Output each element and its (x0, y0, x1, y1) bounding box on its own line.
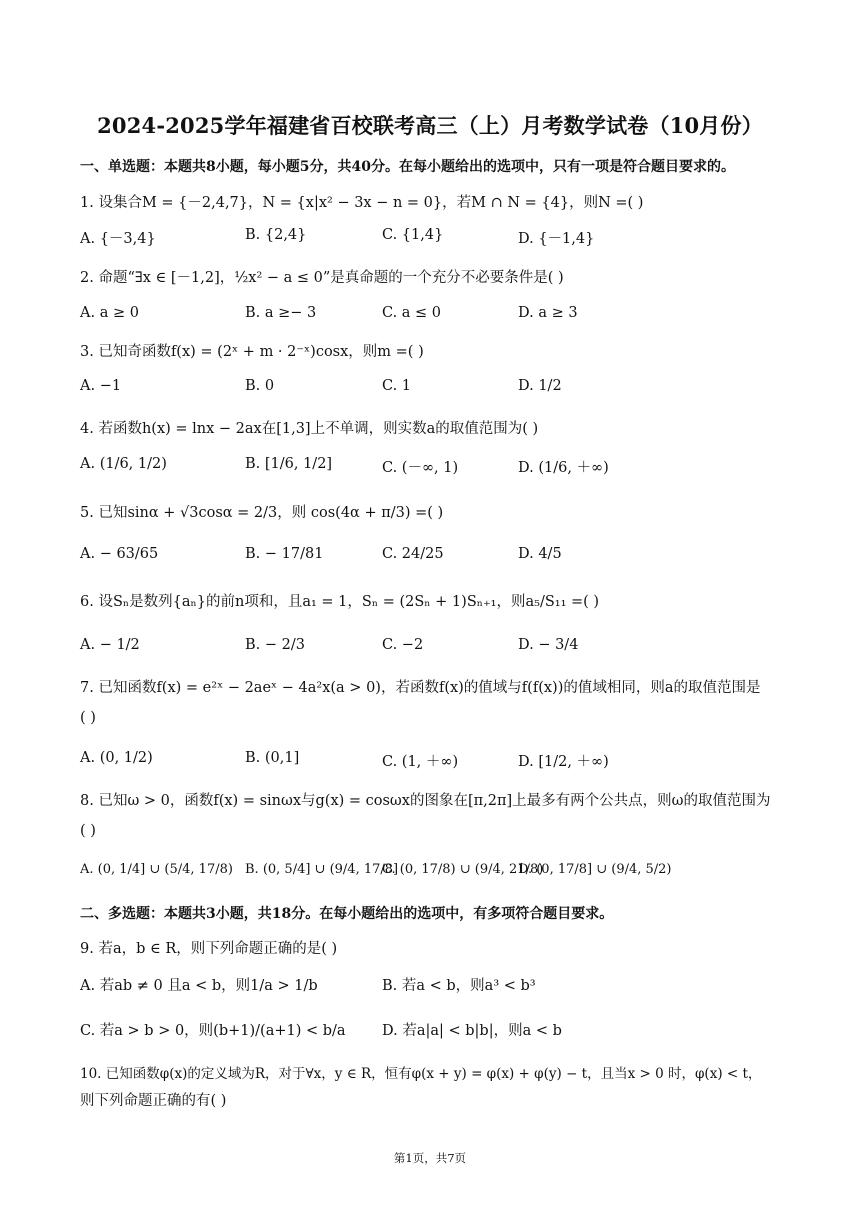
question-7: 7. 已知函数f(x) = e²ˣ − 2aeˣ − 4a²x(a > 0)，若函数f(x)的值域与f(f(x))的值域相同，则a的取值范围是 (80, 680, 761, 696)
page-title: 2024-2025学年福建省百校联考高三（上）月考数学试卷（10月份） (97, 113, 763, 138)
question-2-option-a: A. a ≥ 0 (80, 305, 139, 321)
question-7-option-b: B. (0,1] (245, 750, 300, 766)
section-heading-multiple-choice: 二、多选题：本题共3小题，共18分。在每小题给出的选项中，有多项符合题目要求。 (80, 906, 614, 922)
question-7-option-d: D. [1/2, ＋∞) (518, 754, 609, 770)
question-6-option-d: D. − 3/4 (518, 637, 579, 653)
question-6: 6. 设Sₙ是数列{aₙ}的前n项和，且a₁ = 1，Sₙ = (2Sₙ + 1)Sₙ₊₁，则a₅/S₁₁ =( ) (80, 594, 600, 610)
question-3-option-c: C. 1 (382, 378, 412, 394)
question-10-continuation: 则下列命题正确的有( ) (80, 1093, 227, 1109)
question-2-option-d: D. a ≥ 3 (518, 305, 578, 321)
question-5-option-d: D. 4/5 (518, 546, 562, 562)
question-4-option-b: B. [1/6, 1/2] (245, 456, 333, 472)
question-7-option-a: A. (0, 1/2) (80, 750, 153, 766)
question-1-option-c: C. {1,4} (382, 227, 444, 243)
question-3-option-b: B. 0 (245, 378, 275, 394)
question-7-option-c: C. (1, ＋∞) (382, 754, 459, 770)
page-footer: 第1页，共7页 (393, 1151, 467, 1165)
question-2-option-b: B. a ≥− 3 (245, 305, 317, 321)
question-9-option-a: A. 若ab ≠ 0 且a < b，则1/a > 1/b (80, 978, 318, 994)
question-7-blank: ( ) (80, 710, 96, 726)
question-8: 8. 已知ω > 0，函数f(x) = sinωx与g(x) = cosωx的图象在[π,2π]上最多有两个公共点，则ω的取值范围为 (80, 793, 771, 809)
question-5: 5. 已知sinα + √3cosα = 2/3，则 cos(4α + π/3) =( ) (80, 505, 444, 521)
question-9-option-d: D. 若a|a| < b|b|，则a < b (382, 1023, 562, 1039)
question-3-option-d: D. 1/2 (518, 378, 562, 394)
question-4-option-d: D. (1/6, ＋∞) (518, 460, 609, 476)
question-9: 9. 若a，b ∈ R，则下列命题正确的是( ) (80, 941, 338, 957)
question-4: 4. 若函数h(x) = lnx − 2ax在[1,3]上不单调，则实数a的取值范围为( ) (80, 421, 539, 437)
question-3-option-a: A. −1 (80, 378, 122, 394)
section-heading-single-choice: 一、单选题：本题共8小题，每小题5分，共40分。在每小题给出的选项中，只有一项是符合题目要求的。 (80, 159, 735, 175)
question-1: 1. 设集合M = {－2,4,7}，N = {x|x² − 3x − n = 0}，若M ∩ N = {4}，则N =( ) (80, 195, 644, 211)
question-8-option-c: C. (0, 17/8) ∪ (9/4, 21/8) (382, 862, 544, 877)
question-10: 10. 已知函数φ(x)的定义域为R，对于∀x，y ∈ R，恒有φ(x + y) = φ(x) + φ(y) − t，且当x > 0 时，φ(x) < t， (80, 1066, 762, 1082)
question-1-option-d: D. {－1,4} (518, 231, 595, 247)
question-9-option-c: C. 若a > b > 0，则(b+1)/(a+1) < b/a (80, 1023, 346, 1039)
question-4-option-c: C. (－∞, 1) (382, 460, 459, 476)
question-2-option-c: C. a ≤ 0 (382, 305, 442, 321)
question-5-option-a: A. − 63/65 (80, 546, 159, 562)
question-3: 3. 已知奇函数f(x) = (2ˣ + m · 2⁻ˣ)cosx，则m =( ) (80, 344, 424, 360)
question-6-option-b: B. − 2/3 (245, 637, 305, 653)
question-8-blank: ( ) (80, 823, 96, 839)
question-1-option-a: A. {－3,4} (80, 231, 156, 247)
question-6-option-c: C. −2 (382, 637, 424, 653)
question-5-option-b: B. − 17/81 (245, 546, 324, 562)
question-6-option-a: A. − 1/2 (80, 637, 140, 653)
question-5-option-c: C. 24/25 (382, 546, 444, 562)
question-8-option-a: A. (0, 1/4] ∪ (5/4, 17/8) (80, 862, 233, 877)
question-2: 2. 命题“∃x ∈ [－1,2]，½x² − a ≤ 0”是真命题的一个充分不必要条件是( ) (80, 270, 564, 286)
question-1-option-b: B. {2,4} (245, 227, 307, 243)
question-8-option-b: B. (0, 5/4] ∪ (9/4, 17/8] (245, 862, 399, 877)
question-9-option-b: B. 若a < b，则a³ < b³ (382, 978, 536, 994)
question-4-option-a: A. (1/6, 1/2) (80, 456, 167, 472)
question-8-option-d: D. (0, 17/8] ∪ (9/4, 5/2) (518, 862, 672, 877)
